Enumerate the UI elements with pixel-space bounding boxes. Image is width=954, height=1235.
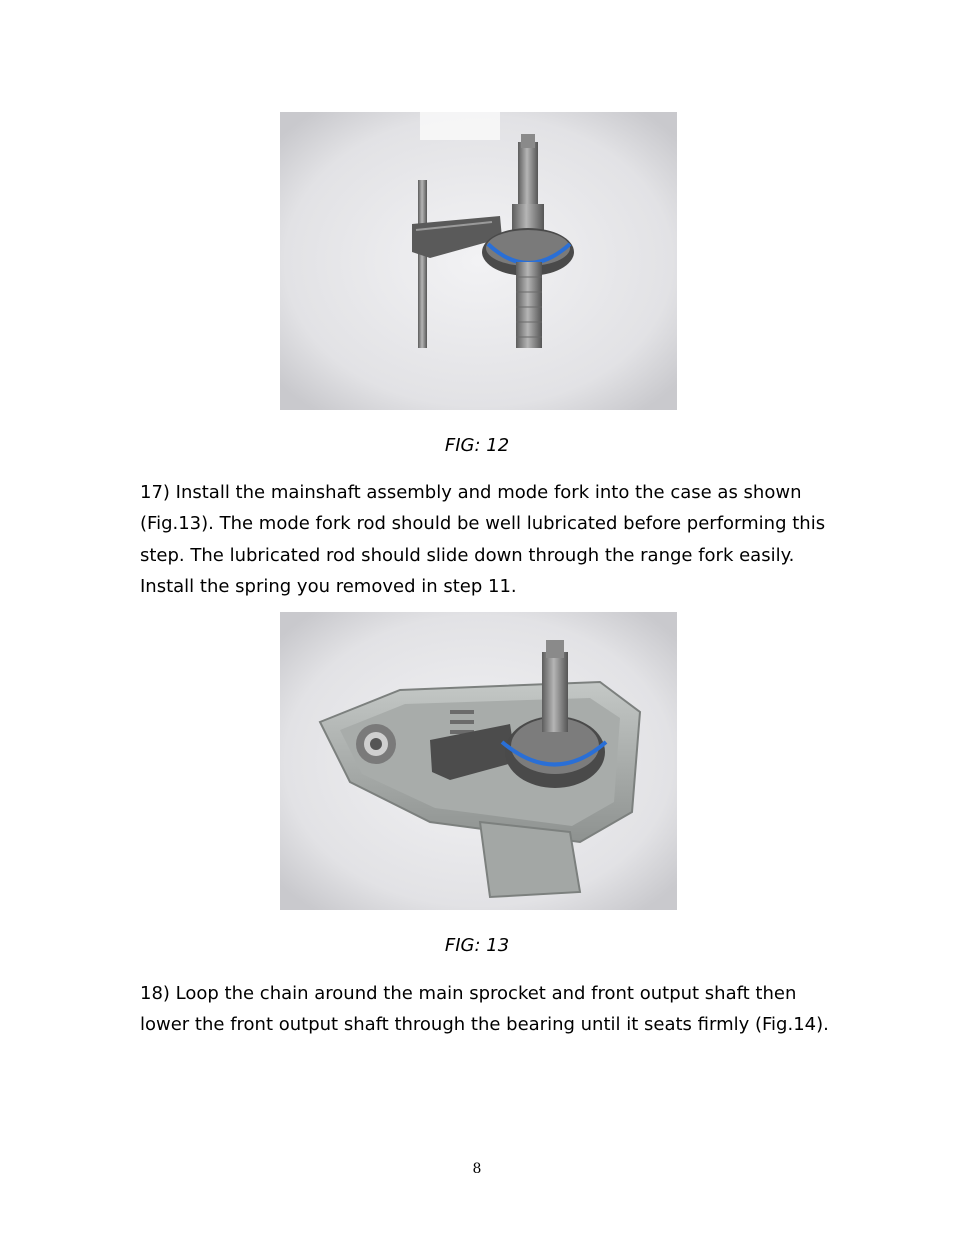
figure-13-photo (280, 612, 677, 910)
figure-12-photo (280, 112, 677, 410)
figure-13-caption: FIG: 13 (444, 935, 510, 956)
step-17-text: 17) Install the mainshaft assembly and mode fork into the case as shown (Fig.13). The mode fork rod should be well lubricated before performing this step. The lubricated rod should slide down through the range fork easily. Install the spring you removed in step 11. (140, 482, 826, 597)
step-18-text: 18) Loop the chain around the main sprocket and front output shaft then lower the front output shaft through the bearing until it seats firmly (Fig.14). (140, 983, 829, 1036)
page-number: 8 (472, 1161, 482, 1177)
figure-12-caption: FIG: 12 (444, 435, 510, 456)
